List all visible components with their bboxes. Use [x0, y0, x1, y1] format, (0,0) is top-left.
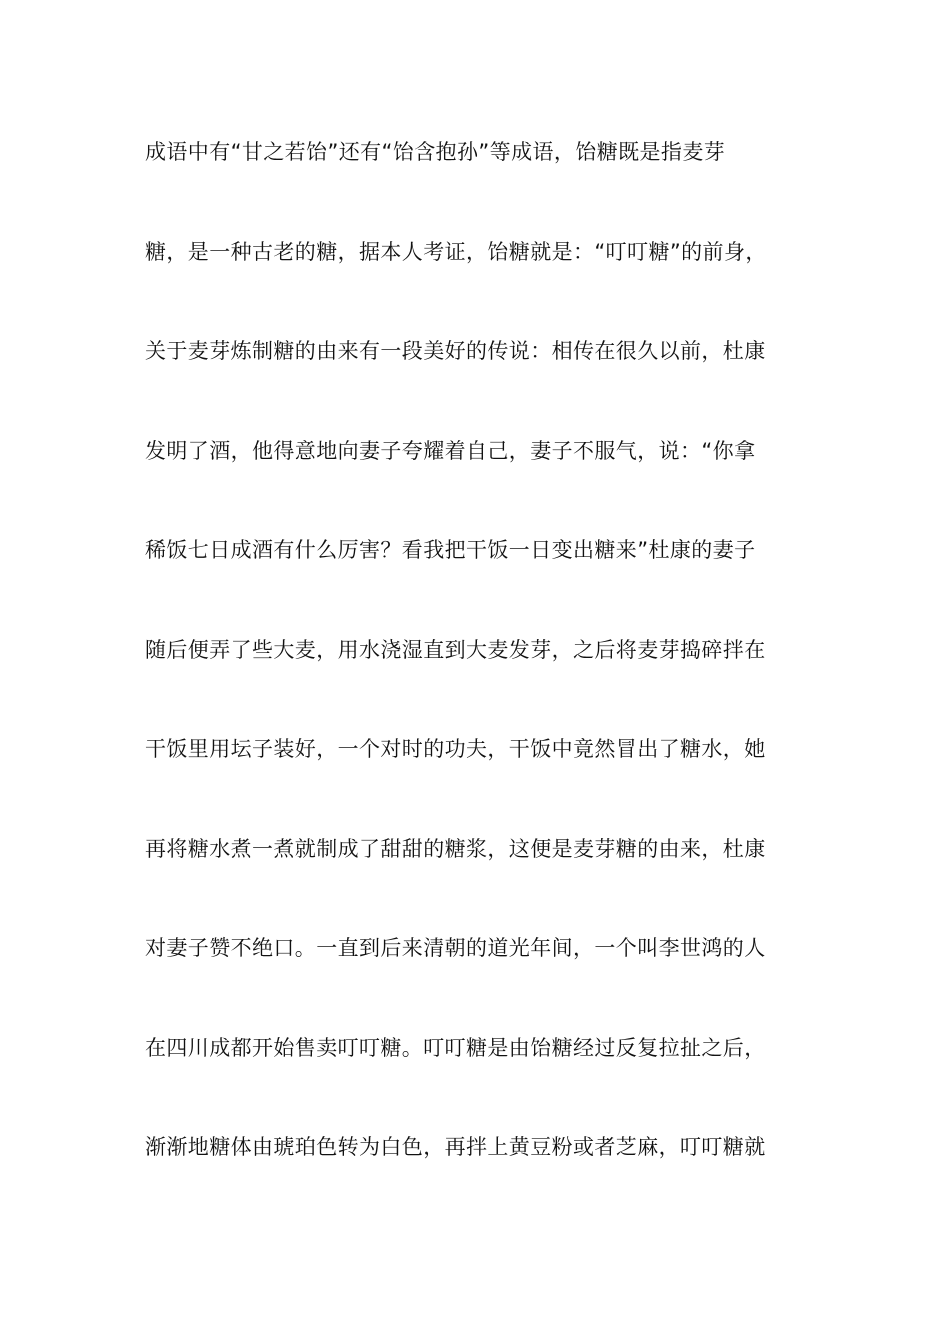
- text-line-2: 糖，是一种古老的糖，据本人考证，饴糖就是：“叮叮糖”的前身，: [145, 239, 767, 264]
- text-line-4: 发明了酒，他得意地向妻子夸耀着自己，妻子不服气，说：“你拿: [145, 438, 756, 463]
- text-line-6: 随后便弄了些大麦，用水浇湿直到大麦发芽，之后将麦芽捣碎拌在: [145, 637, 766, 662]
- text-line-1: 成语中有“甘之若饴”还有“饴含抱孙”等成语，饴糖既是指麦芽: [145, 140, 726, 164]
- text-line-11: 渐渐地糖体由琥珀色转为白色，再拌上黄豆粉或者芝麻，叮叮糖就: [145, 1135, 766, 1159]
- text-line-8: 再将糖水煮一煮就制成了甜甜的糖浆，这便是麦芽糖的由来，杜康: [145, 836, 766, 861]
- text-line-7: 干饭里用坛子装好，一个对时的功夫，干饭中竟然冒出了糖水，她: [145, 737, 766, 761]
- paragraph: [145, 131, 810, 1226]
- text-line-3: 关于麦芽炼制糖的由来有一段美好的传说：相传在很久以前，杜康: [145, 339, 766, 363]
- text-line-10: 在四川成都开始售卖叮叮糖。叮叮糖是由饴糖经过反复拉扯之后，: [145, 1035, 766, 1060]
- text-line-5: 稀饭七日成酒有什么厉害？看我把干饭一日变出糖来”杜康的妻子: [145, 538, 756, 562]
- text-line-9: 对妻子赞不绝口。一直到后来清朝的道光年间，一个叫李世鸿的人: [145, 936, 766, 960]
